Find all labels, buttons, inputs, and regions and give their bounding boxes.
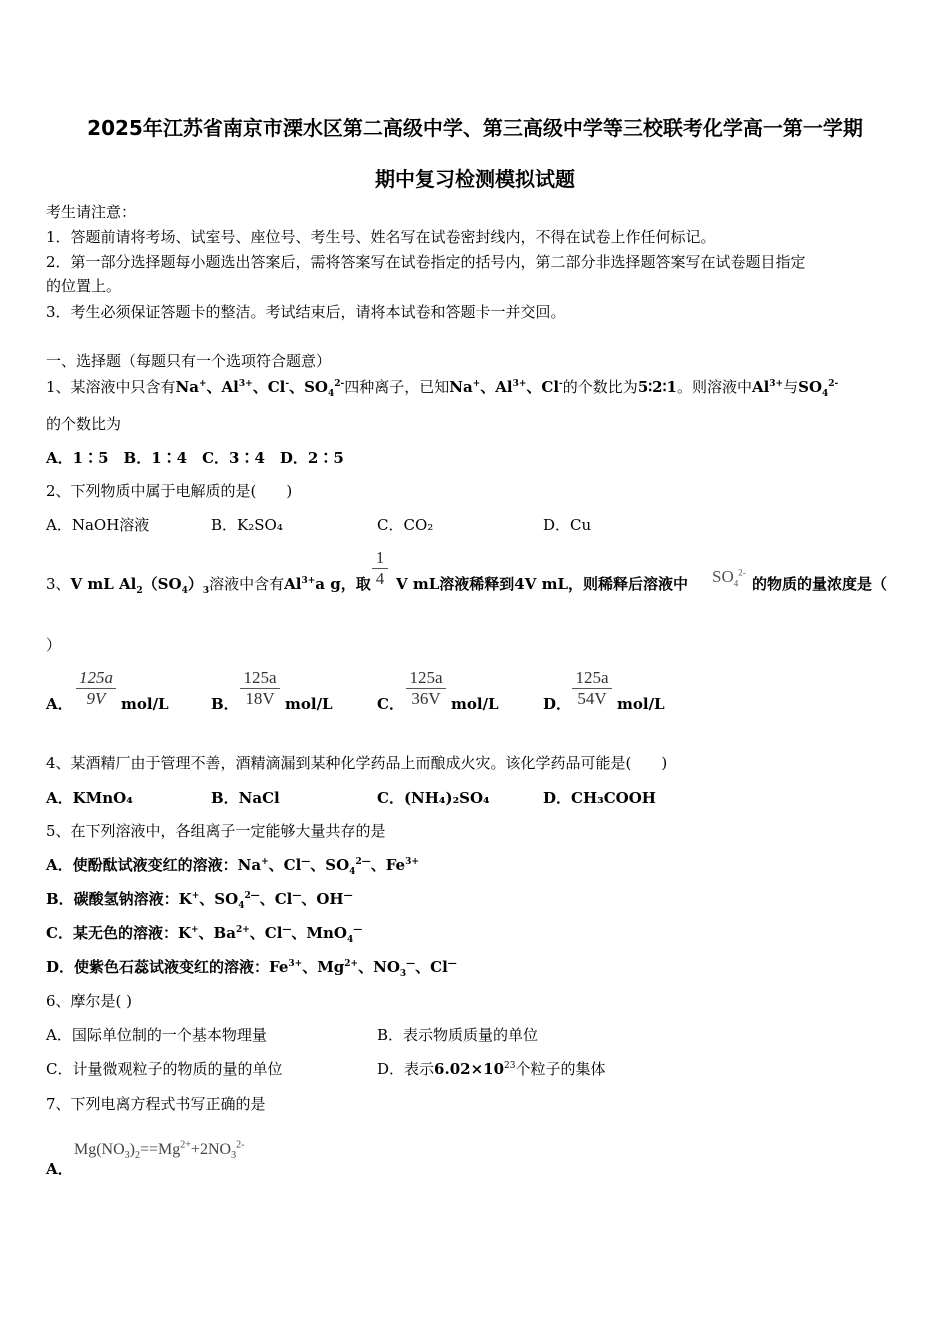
question-4-option-b: B．NaCl bbox=[211, 789, 280, 807]
question-4-option-d: D．CH₃COOH bbox=[543, 789, 656, 807]
page-title-line2: 期中复习检测模拟试题 bbox=[375, 167, 575, 191]
question-6-stem: 6、摩尔是( ) bbox=[46, 992, 133, 1010]
question-5-option-b: B．碳酸氢钠溶液：K+、$SO_4^{2—}$、Cl—、OH— bbox=[46, 890, 353, 911]
question-3-option-a-unit: mol/L bbox=[121, 695, 169, 713]
question-6-option-c: C．计量微观粒子的物质的量的单位 bbox=[46, 1060, 283, 1078]
section-heading: 一、选择题（每题只有一个选项符合题意） bbox=[46, 352, 332, 370]
question-3-option-c-unit: mol/L bbox=[451, 695, 499, 713]
question-3-option-d-fraction: 125a 54V bbox=[572, 668, 612, 709]
sulfate-ion-formula: $SO_4^{2-}$ bbox=[712, 567, 746, 589]
question-3-stem: 3、V mL $Al_2(SO_4)_3$溶液中含有$Al^{3+}a$ g，取 bbox=[46, 575, 371, 596]
notice-item-3: 3．考生必须保证答题卡的整洁。考试结束后，请将本试卷和答题卡一并交回。 bbox=[46, 303, 566, 321]
question-7-option-a-label: A． bbox=[46, 1160, 73, 1178]
question-2-option-a: A．NaOH溶液 bbox=[46, 516, 150, 534]
question-4-stem: 4、某酒精厂由于管理不善，酒精滴漏到某种化学药品上而酿成火灾。该化学药品可能是( ) bbox=[46, 754, 668, 772]
notice-item-2b: 的位置上。 bbox=[46, 277, 122, 295]
question-6-option-b: B．表示物质质量的单位 bbox=[377, 1026, 539, 1044]
question-7-stem: 7、下列电离方程式书写正确的是 bbox=[46, 1095, 266, 1113]
question-3-option-b-label: B． bbox=[211, 695, 239, 713]
question-3-option-b-unit: mol/L bbox=[285, 695, 333, 713]
question-3-stem-end: 的物质的量浓度是（ bbox=[752, 575, 888, 593]
question-2-option-d: D．Cu bbox=[543, 516, 592, 534]
question-3-stem-mid: V mL溶液稀释到4V mL，则稀释后溶液中 bbox=[396, 575, 688, 593]
question-3-option-d-label: D． bbox=[543, 695, 572, 713]
question-4-option-c: C．(NH₄)₂SO₄ bbox=[377, 789, 490, 807]
page-title-line1: 2025年江苏省南京市溧水区第二高级中学、第三高级中学等三校联考化学高一第一学期 bbox=[87, 116, 863, 140]
question-3-option-c-label: C． bbox=[377, 695, 404, 713]
question-5-option-a: A．使酚酞试液变红的溶液：Na+、Cl—、$SO_4^{2—}$、$Fe^{3+}$ bbox=[46, 856, 419, 877]
question-2-stem: 2、下列物质中属于电解质的是( ) bbox=[46, 482, 293, 500]
question-3-option-a-fraction: 125a 9V bbox=[76, 668, 116, 709]
question-1-stem: 1、某溶液中只含有Na+、$Al^{3+}$、Cl-、$SO_4^{2-}$四种离子，已知Na+、$Al^{3+}$、Cl-的个数比为5∶2∶1。则溶液中$Al^{3+}$与$SO_4^{2-}$ bbox=[46, 378, 839, 399]
question-4-option-a: A．KMnO₄ bbox=[46, 789, 133, 807]
question-2-option-b: B．K₂SO₄ bbox=[211, 516, 283, 534]
question-2-option-c: C．CO₂ bbox=[377, 516, 434, 534]
notice-heading: 考生请注意： bbox=[46, 203, 137, 221]
question-3-close-paren: ） bbox=[46, 636, 62, 654]
question-5-stem: 5、在下列溶液中，各组离子一定能够大量共存的是 bbox=[46, 822, 386, 840]
question-5-option-c: C．某无色的溶液：K+、$Ba^{2+}$、Cl—、MnO$_4$— bbox=[46, 924, 363, 945]
question-7-option-a-equation: $Mg(NO_3)_2==Mg^{2+}+2NO_3^{2-}$ bbox=[74, 1139, 245, 1162]
question-5-option-d: D．使紫色石蕊试液变红的溶液：$Fe^{3+}$、$Mg^{2+}$、$NO_3^—$、Cl— bbox=[46, 958, 457, 979]
question-6-option-d: D．表示$6.02\times 10^{23}$个粒子的集体 bbox=[377, 1060, 606, 1078]
question-3-option-d-unit: mol/L bbox=[617, 695, 665, 713]
question-3-option-a-label: A． bbox=[46, 695, 73, 713]
question-3-option-c-fraction: 125a 36V bbox=[406, 668, 446, 709]
notice-item-1: 1．答题前请将考场、试室号、座位号、考生号、姓名写在试卷密封线内，不得在试卷上作任何标记。 bbox=[46, 228, 716, 246]
notice-item-2a: 2．第一部分选择题每小题选出答案后，需将答案写在试卷指定的括号内，第二部分非选择题答案写在试卷题目指定 bbox=[46, 253, 806, 271]
question-1-options: A．1∶5 B．1∶4 C．3∶4 D．2∶5 bbox=[46, 449, 344, 467]
question-3-option-b-fraction: 125a 18V bbox=[240, 668, 280, 709]
fraction-one-quarter: 1 4 bbox=[372, 548, 388, 589]
question-1-stem-cont: 的个数比为 bbox=[46, 415, 122, 433]
question-6-option-a: A．国际单位制的一个基本物理量 bbox=[46, 1026, 267, 1044]
